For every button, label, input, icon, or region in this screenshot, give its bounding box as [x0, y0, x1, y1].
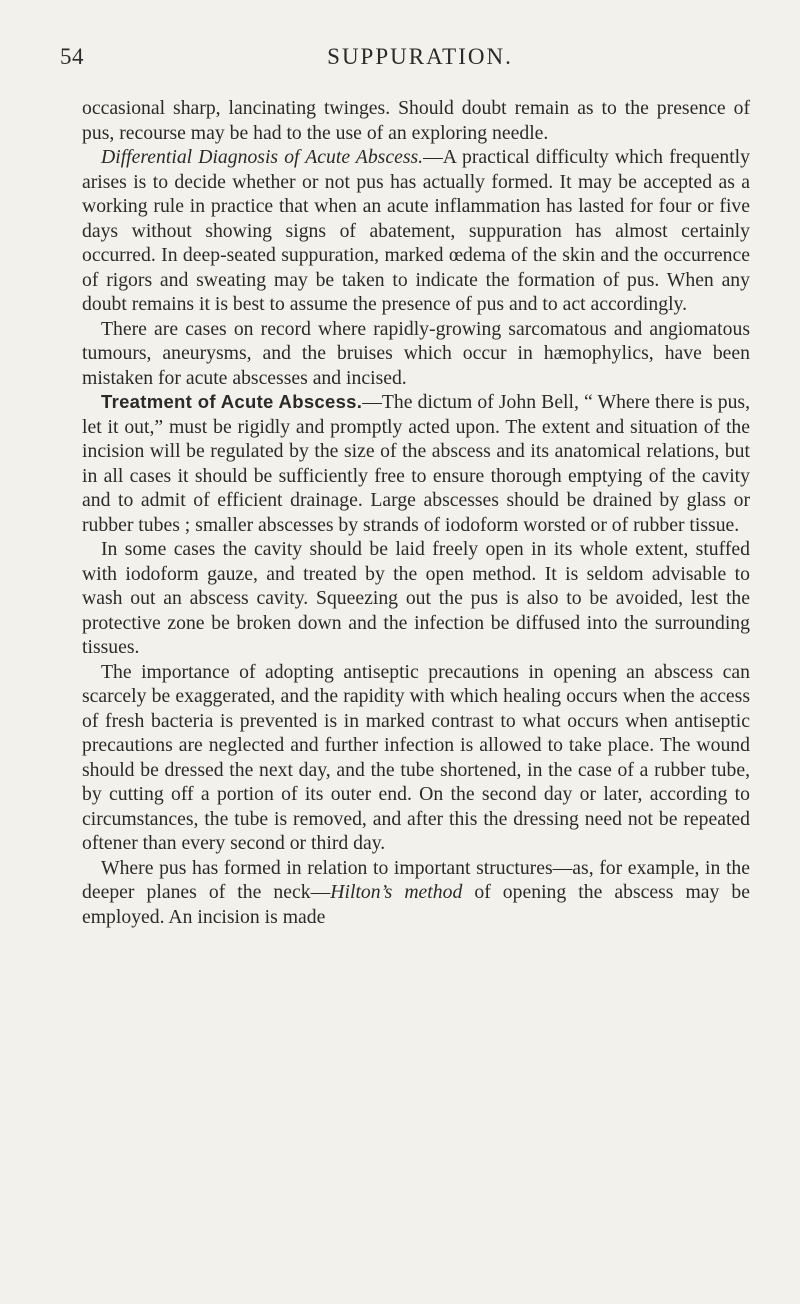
italic-term-hiltons-method: Hilton’s method — [330, 881, 463, 903]
paragraph-text: occasional sharp, lancinating twinges. Should doubt remain as to the presence of pus, recourse may be had to the use of an exploring needle. — [82, 97, 750, 144]
section-heading-treatment: Treatment of Acute Abscess. — [101, 391, 363, 412]
paragraph — [82, 317, 750, 391]
paragraph-text: —The dictum of John Bell, “ Where there is pus, let it out,” must be rigidly and promptly acted upon. The extent and situation of the incision will be regulated by the size of the abscess and its anatomical relations, but in all cases it should be sufficiently free to ensure thorough emptying of the cavity and to admit of efficient drainage. Large abscesses should be drained by glass or rubber tubes ; smaller abscesses by strands of iodoform worsted or of rubber tissue. — [82, 391, 751, 536]
paragraph-text: —A practical difficulty which frequently arises is to decide whether or not pus has actually formed. It may be accepted as a working rule in practice that when an acute inflammation has lasted for four or five days without showing signs of abatement, suppuration has almost certainly occurred. In deep-seated suppuration, marked œdema of the skin and the occurrence of rigors and sweating may be taken to indicate the formation of pus. When any doubt remains it is best to assume the presence of pus and to act accordingly. — [82, 146, 750, 315]
paragraph-text: Where pus has formed in relation to important structures—as, for example, in the deeper planes of the neck— — [82, 856, 750, 903]
paragraph — [82, 390, 750, 537]
paragraph — [82, 660, 750, 856]
page-header — [60, 44, 740, 80]
paragraph-text: In some cases the cavity should be laid freely open in its whole extent, stuffed with iodoform gauze, and treated by the open method. It is seldom advisable to wash out an abscess cavity. Squeezing out the pus is also to be avoided, lest the protective zone be broken down and the infection be diffused into the surrounding tissues. — [82, 538, 750, 658]
paragraph — [82, 537, 750, 660]
page-body — [82, 96, 750, 929]
paragraph — [82, 145, 750, 317]
running-title: SUPPURATION. — [327, 44, 513, 69]
section-heading-differential-diagnosis: Differential Diagnosis of Acute Abscess. — [101, 146, 424, 168]
paragraph-text: The importance of adopting antiseptic precautions in opening an abscess can scarcely be exaggerated, and the rapidity with which healing occurs when the access of fresh bacteria is prevented is in marked contrast to what occurs when antiseptic precautions are neglected and further infection is allowed to take place. The wound should be dressed the next day, and the tube shortened, in the case of a rubber tube, by cutting off a portion of its outer end. On the second day or later, according to circumstances, the tube is removed, and after this the dressing need not be repeated oftener than every second or third day. — [82, 660, 750, 854]
paragraph-text: There are cases on record where rapidly-growing sarcomatous and angiomatous tumours, aneurysms, and the bruises which occur in hæmophylics, have been mistaken for acute abscesses and incised. — [82, 317, 750, 389]
paragraph — [82, 96, 750, 145]
page-number: 54 — [60, 44, 84, 69]
paragraph — [82, 856, 750, 930]
paragraph-text: of opening the abscess may be employed. An incision is made — [82, 881, 751, 928]
